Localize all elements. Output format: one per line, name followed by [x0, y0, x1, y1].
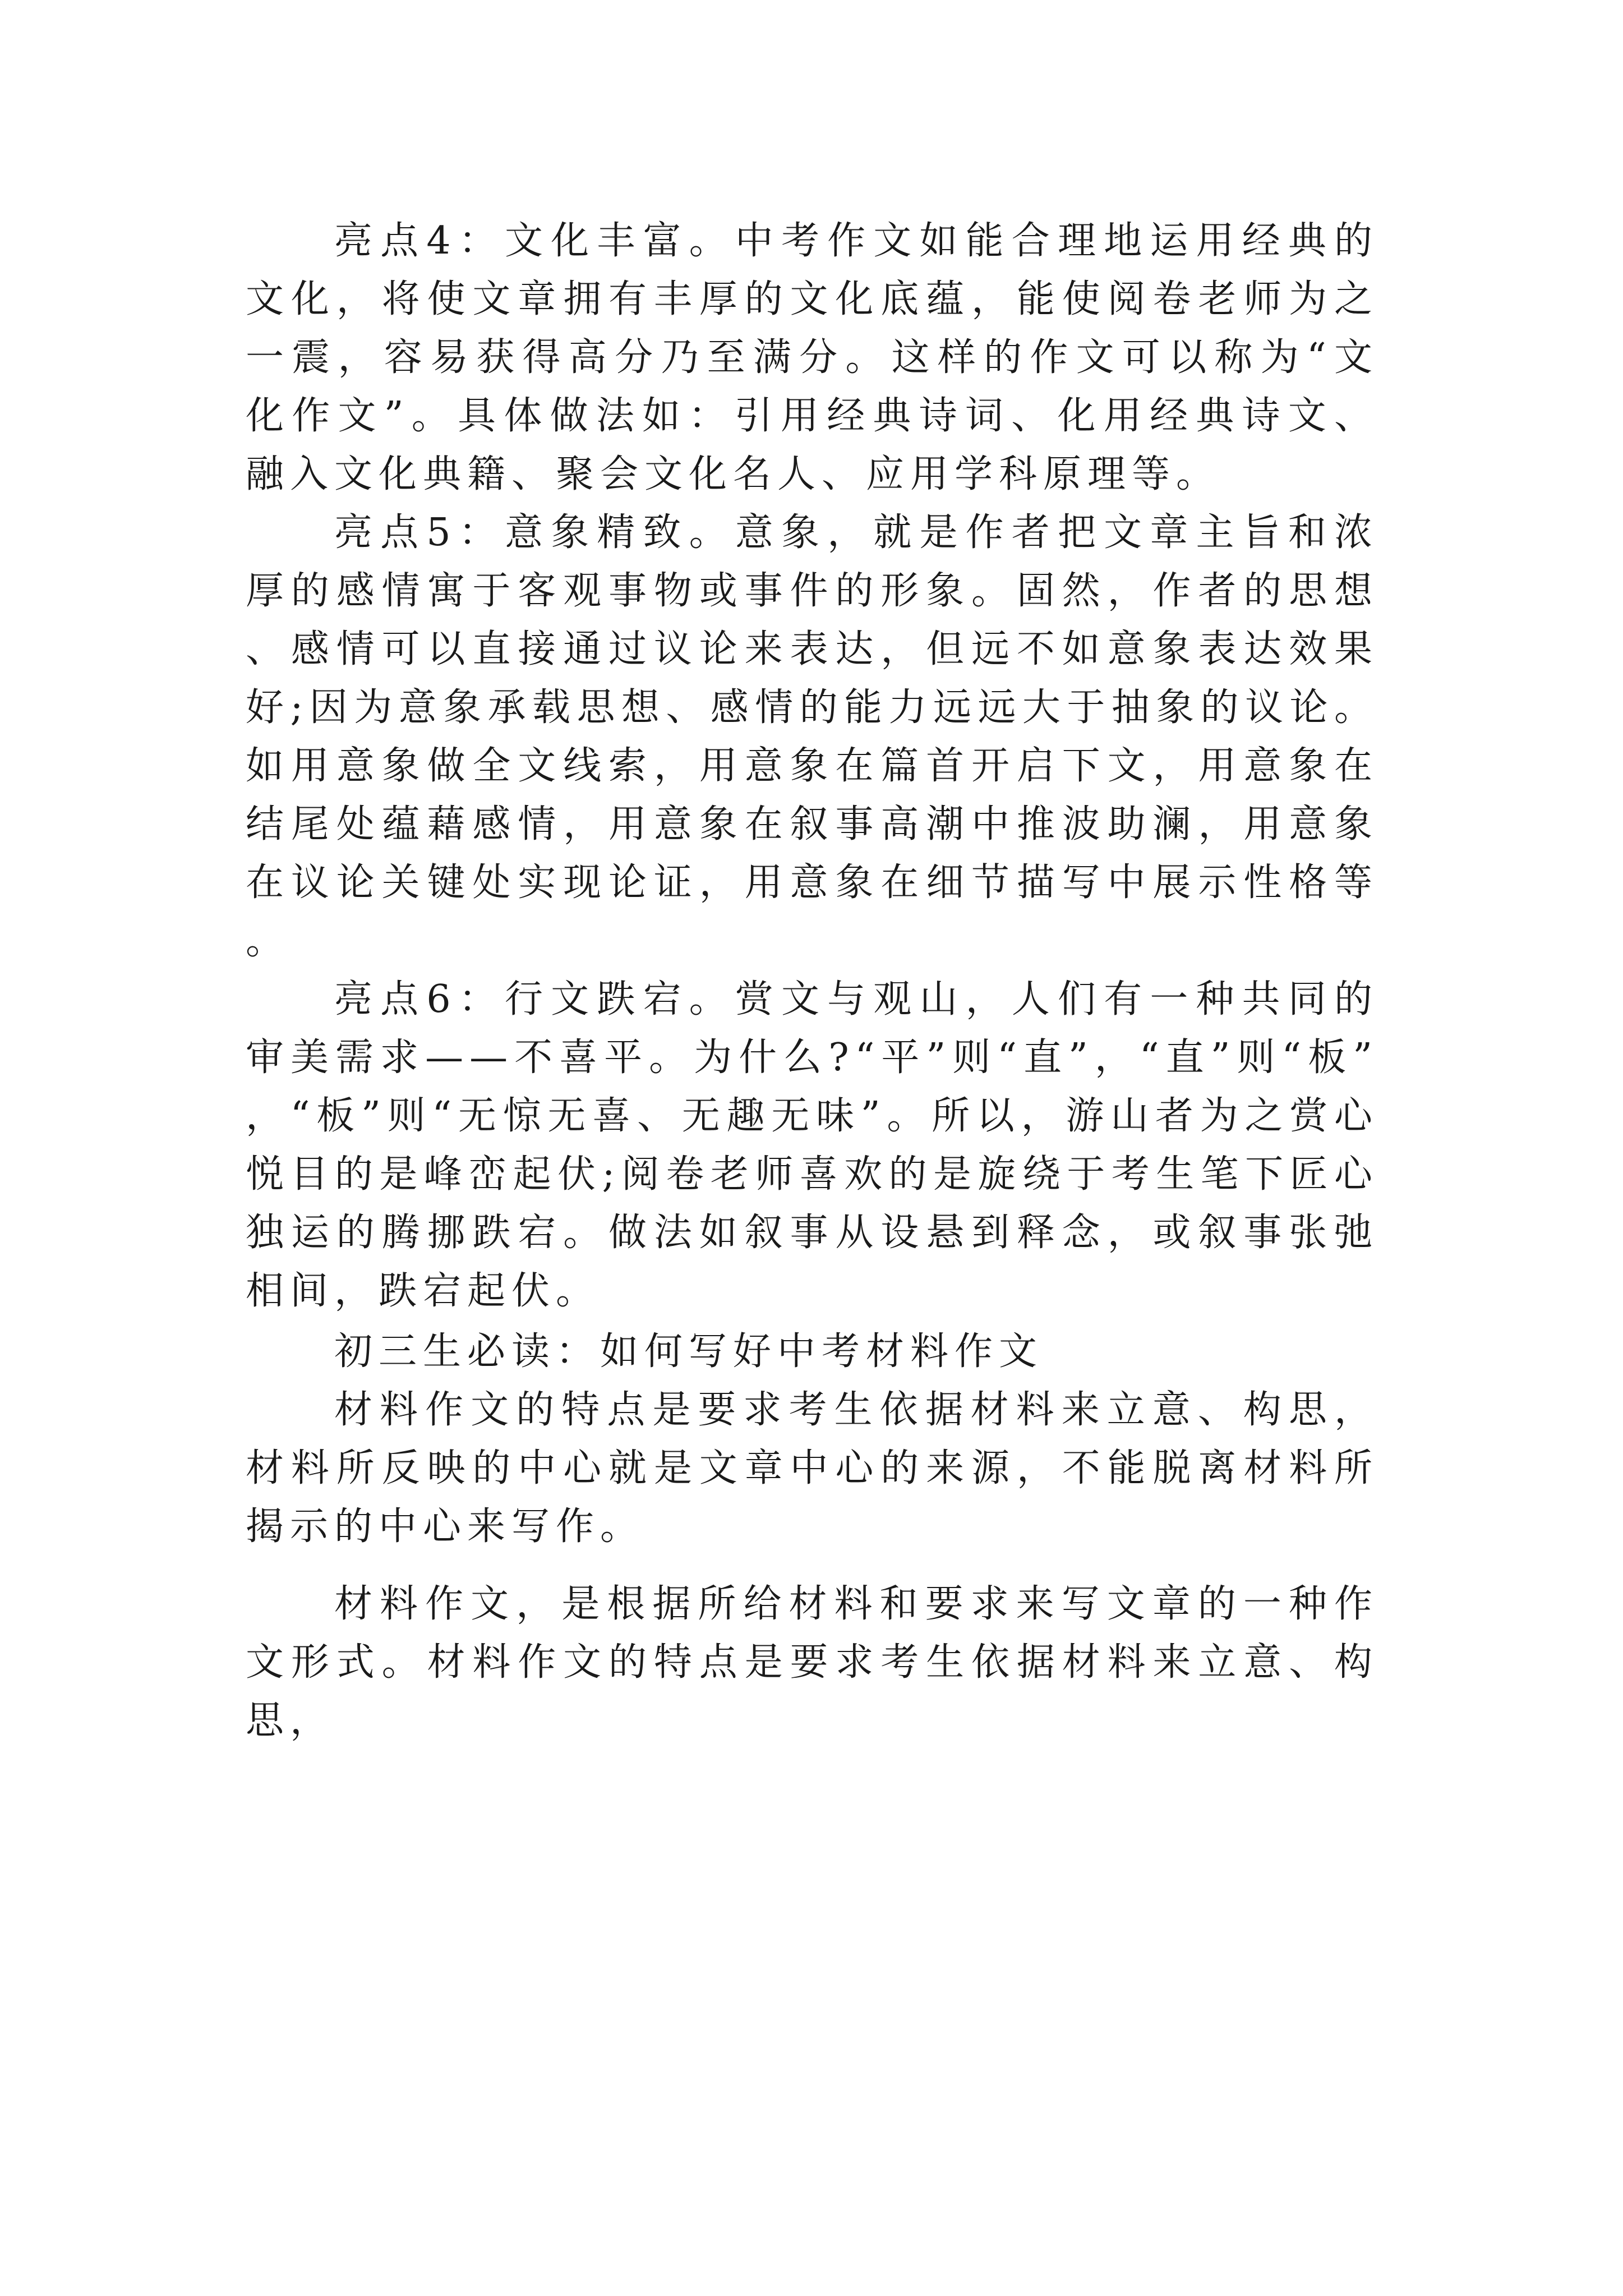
paragraph-highlight-4: 亮点4：文化丰富。中考作文如能合理地运用经典的文化，将使文章拥有丰厚的文化底蕴，能使阅卷老师为之一震，容易获得高分乃至满分。这样的作文可以称为“文化作文”。具体做法如：引用经典诗词、化用经典诗文、融入文化典籍、聚会文化名人、应用学科原理等。 — [246, 219, 1378, 496]
paragraph-material-essay-1: 材料作文的特点是要求考生依据材料来立意、构思，材料所反映的中心就是文章中心的来源，不能脱离材料所揭示的中心来写作。 — [246, 1388, 1378, 1549]
paragraph-material-essay-2: 材料作文，是根据所给材料和要求来写文章的一种作文形式。材料作文的特点是要求考生依据材料来立意、构思， — [246, 1582, 1378, 1743]
document-body — [246, 212, 1378, 1750]
section-title: 初三生必读：如何写好中考材料作文 — [334, 1329, 1044, 1374]
paragraph-highlight-5: 亮点5：意象精致。意象，就是作者把文章主旨和浓厚的感情寓于客观事物或事件的形象。固然，作者的思想、感情可以直接通过议论来表达，但远不如意象表达效果好;因为意象承载思想、感情的能力远远大于抽象的议论。如用意象做全文线索，用意象在篇首开启下文，用意象在结尾处蕴藉感情，用意象在叙事高潮中推波助澜，用意象在议论关键处实现论证，用意象在细节描写中展示性格等。 — [246, 510, 1378, 963]
paragraph-highlight-6: 亮点6：行文跌宕。赏文与观山，人们有一种共同的审美需求——不喜平。为什么?“平”则“直”，“直”则“板”，“板”则“无惊无喜、无趣无味”。所以，游山者为之赏心悦目的是峰峦起伏;阅卷老师喜欢的是旋绕于考生笔下匠心独运的腾挪跌宕。做法如叙事从设悬到释念，或叙事张弛相间，跌宕起伏。 — [246, 977, 1378, 1313]
